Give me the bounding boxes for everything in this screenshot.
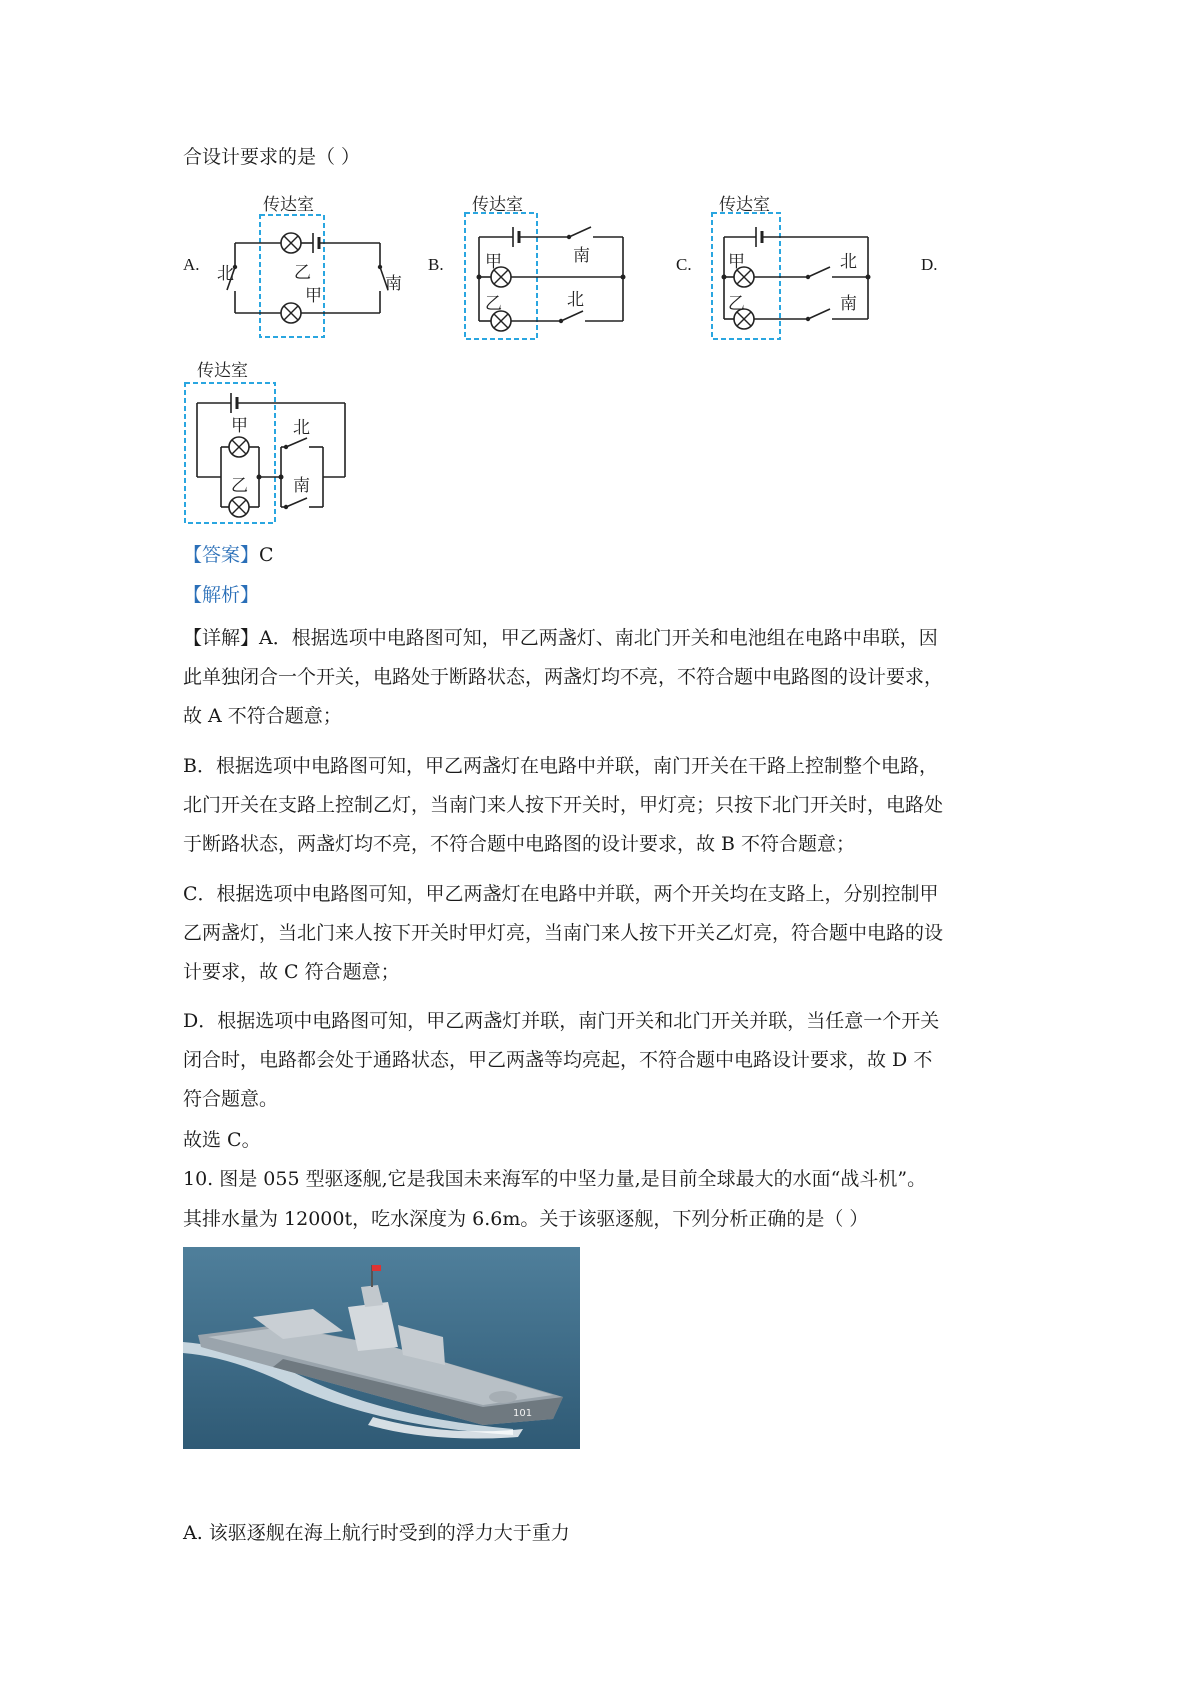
detail-line: D．根据选项中电路图可知，甲乙两盏灯并联，南门开关和北门开关并联，当任意一个开关 [183,1010,940,1032]
detail-line: 【详解】A．根据选项中电路图可知，甲乙两盏灯、南北门开关和电池组在电路中串联，因 [183,627,938,649]
switch-icon [286,498,307,507]
detail-line: 乙两盏灯，当北门来人按下开关时甲灯亮，当南门来人按下开关乙灯亮，符合题中电路的设 [183,922,944,944]
question-stem-tail: 合设计要求的是（ ） [183,146,361,168]
switch-label: 北 [567,290,584,310]
lamp-label: 甲 [305,286,322,306]
hull-number: 101 [513,1408,533,1419]
switch-icon [561,311,583,321]
switch-label: 北 [840,252,857,272]
switch-label: 北 [293,418,310,438]
option-a-room-label: 传达室 [263,195,314,215]
option-a-circuit-diagram [217,215,415,344]
detail-line: 于断路状态，两盏灯均不亮，不符合题中电路图的设计要求，故 B 不符合题意； [183,833,856,855]
detail-line: 闭合时，电路都会处于通路状态，甲乙两盏等均亮起，不符合题中电路设计要求，故 D 不 [183,1049,933,1071]
switch-label: 南 [840,294,857,314]
analysis-tag: 【解析】 [183,584,260,606]
switch-icon [808,309,830,319]
option-d-circuit-diagram [185,383,355,532]
option-b-room-label: 传达室 [472,195,523,215]
switch-icon [569,227,591,237]
destroyer-photo [183,1247,580,1449]
detail-line: B．根据选项中电路图可知，甲乙两盏灯在电路中并联，南门开关在干路上控制整个电路， [183,755,938,777]
lamp-label: 甲 [485,252,502,272]
question-10-line: 其排水量为 12000t，吃水深度为 6.6m。关于该驱逐舰，下列分析正确的是（ ） [183,1208,869,1230]
option-a-q10: A. 该驱逐舰在海上航行时受到的浮力大于重力 [183,1522,570,1544]
answer-tag: 【答案】 [183,544,260,566]
detail-line: C．根据选项中电路图可知，甲乙两盏灯在电路中并联，两个开关均在支路上，分别控制甲 [183,883,939,905]
option-c-room-label: 传达室 [719,195,770,215]
option-a-letter: A. [183,255,200,274]
answer-value: C [259,544,274,566]
option-c-circuit-diagram [710,213,880,347]
question-10-line: 10. 图是 055 型驱逐舰,它是我国未来海军的中坚力量,是目前全球最大的水面“战斗机”。 [183,1168,927,1190]
detail-line: 此单独闭合一个开关，电路处于断路状态，两盏灯均不亮，不符合题中电路图的设计要求， [183,666,944,688]
lamp-label: 甲 [728,252,745,272]
answer-line [183,542,274,568]
lamp-label: 甲 [231,416,248,436]
detail-line: 北门开关在支路上控制乙灯，当南门来人按下开关时，甲灯亮；只按下北门开关时，电路处 [183,794,944,816]
detail-line: 故 A 不符合题意； [183,705,342,727]
switch-icon [808,267,830,277]
detail-line: 故选 C。 [183,1129,261,1151]
switch-icon [286,438,307,447]
lamp-label: 乙 [294,263,311,283]
option-d-room-label: 传达室 [197,361,248,381]
option-d-letter: D. [921,255,938,274]
option-c-letter: C. [676,255,692,274]
option-b-circuit-diagram [463,213,633,347]
switch-label: 南 [293,476,310,496]
switch-label: 南 [385,274,402,294]
switch-label: 北 [217,264,234,284]
lamp-label: 乙 [485,294,502,314]
detail-line: 计要求，故 C 符合题意； [183,961,400,983]
lamp-label: 乙 [231,476,248,496]
option-b-letter: B. [428,255,444,274]
detail-line: 符合题意。 [183,1088,279,1110]
switch-label: 南 [573,246,590,266]
lamp-label: 乙 [728,294,745,314]
